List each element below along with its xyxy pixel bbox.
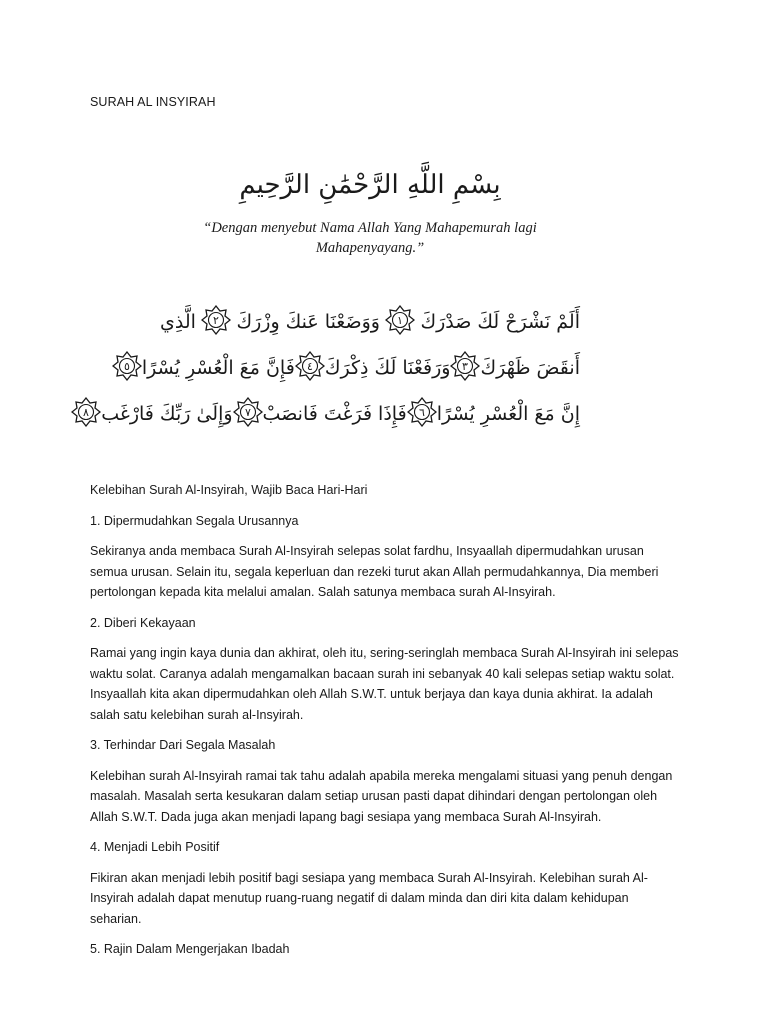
verse-text: أَلَمْ نَشْرَحْ لَكَ صَدْرَكَ [420, 311, 580, 333]
verse-number-4-icon [295, 351, 325, 386]
section-3-body: Kelebihan surah Al-Insyirah ramai tak tahu adalah apabila mereka mengalami situasi yang penuh dengan masalah. Masalah serta kesukaran dalam setiap urusan pasti dapat dihindari dengan pertolongan oleh Allah S.W.T. Dada juga akan menjadi lapang bagi sesiapa yang membaca Surah Al-Insyirah. [90, 768, 673, 824]
verse-number-6-icon [407, 397, 437, 432]
svg-text:٣: ٣ [462, 359, 469, 373]
verse-line-1 [160, 300, 580, 344]
section-2-title: 2. Diberi Kekayaan [90, 615, 196, 630]
svg-text:١: ١ [397, 313, 404, 327]
verse-text: أَنقَضَ ظَهْرَكَ [480, 357, 580, 379]
verse-text: إِنَّ مَعَ الْعُسْرِ يُسْرًا [436, 403, 580, 425]
basmalah-calligraphy: بِسْمِ اللَّهِ الرَّحْمَٰنِ الرَّحِيمِ [239, 170, 501, 200]
verse-number-1-icon [385, 305, 415, 340]
document-title: SURAH AL INSYIRAH [90, 95, 216, 109]
svg-text:٦: ٦ [418, 405, 425, 419]
svg-text:٢: ٢ [213, 313, 220, 327]
article-heading: Kelebihan Surah Al-Insyirah, Wajib Baca Hari-Hari [90, 483, 368, 497]
verse-text: فَإِذَا فَرَغْتَ فَانصَبْ [262, 403, 407, 425]
verse-number-7-icon [233, 397, 263, 432]
svg-text:٥: ٥ [123, 359, 130, 373]
verse-number-3-icon [450, 351, 480, 386]
basmalah-translation: “Dengan menyebut Nama Allah Yang Mahapemurah lagi Mahapenyayang.” [203, 220, 537, 256]
section-4-title: 4. Menjadi Lebih Positif [90, 840, 220, 854]
section-1-title: 1. Dipermudahkan Segala Urusannya [90, 513, 299, 528]
verse-text: وَرَفَعْنَا لَكَ ذِكْرَكَ [324, 357, 451, 379]
surah-image [83, 160, 580, 440]
verse-number-8-icon [71, 397, 101, 432]
svg-text:٤: ٤ [306, 359, 313, 373]
verse-line-3 [83, 392, 580, 436]
section-1-body: Sekiranya anda membaca Surah Al-Insyirah selepas solat fardhu, Insyaallah dipermudahkan urusan semua urusan. Selain itu, segala keperluan dan rezeki turut akan Allah permudahkannya, Dia memberi pertolongan kepada kita melalui amalan. Salah satunya membaca surah Al-Insyirah. [90, 544, 659, 599]
verse-text: وَوَضَعْنَا عَنكَ وِزْرَكَ [236, 311, 380, 333]
section-5-title: 5. Rajin Dalam Mengerjakan Ibadah [90, 942, 290, 956]
verse-text: فَإِنَّ مَعَ الْعُسْرِ يُسْرًا [141, 357, 295, 379]
section-4-body: Fikiran akan menjadi lebih positif bagi sesiapa yang membaca Surah Al-Insyirah. Kelebihan surah Al-Insyirah adalah dapat menutup ruang-ruang negatif di dalam minda dan diri kita dalam kehidupan seharian. [90, 870, 648, 926]
svg-text:٧: ٧ [244, 405, 251, 419]
verse-number-5-icon [112, 351, 142, 386]
section-3-title: 3. Terhindar Dari Segala Masalah [90, 738, 276, 752]
svg-text:٨: ٨ [83, 405, 90, 419]
verse-text: وَإِلَىٰ رَبِّكَ فَارْغَب [101, 403, 233, 425]
article-content [90, 480, 680, 970]
verse-line-2 [123, 346, 580, 390]
section-2-body: Ramai yang ingin kaya dunia dan akhirat, oleh itu, sering-seringlah membaca Surah Al-Insyirah ini selepas waktu solat. Caranya adalah mengamalkan bacaan surah ini sebanyak 40 kali selepas setiap waktu solat. Insyaallah kita akan dipermudahkan oleh Allah S.W.T. untuk berjaya dan kaya dunia akhirat. Ia adalah salah satu kelebihan surah al-Insyirah. [90, 646, 679, 722]
verse-text: الَّذِي [160, 311, 196, 333]
verse-number-2-icon [201, 305, 231, 340]
